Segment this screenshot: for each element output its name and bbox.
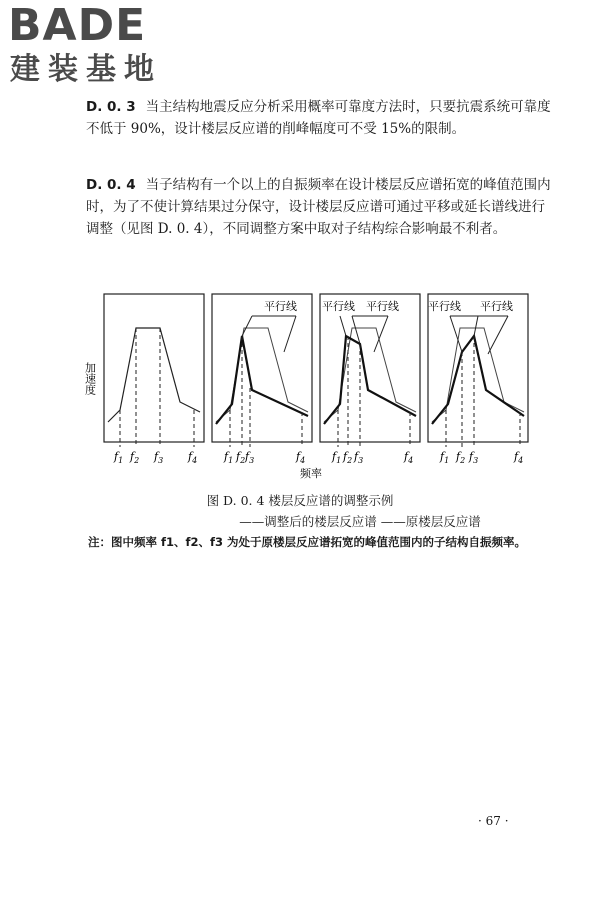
tick-f1: $f_1$ [224,450,234,465]
tick-f4: $f_4$ [404,450,414,465]
section-d04 [86,174,556,240]
tick-f3: $f_3$ [154,450,164,465]
tick-f3: $f_3$ [245,450,255,465]
panel-3 [320,294,420,447]
tick-f2: $f_2$ [343,450,353,465]
tick-f4: $f_4$ [188,450,198,465]
frequency-ticks [113,450,523,465]
tick-f1: $f_1$ [332,450,342,465]
annotation-parallel-line: 平行线 [264,300,297,313]
section-number: D. 0. 4 [86,177,136,193]
logo-subtitle: 建装基地 [10,52,162,87]
tick-f2: $f_2$ [130,450,140,465]
annotation-parallel-line: 平行线 [428,300,461,313]
y-axis-label: 加速度 [84,362,97,395]
panel-4 [428,294,528,447]
annotation-parallel-line: 平行线 [480,300,513,313]
section-text: 当子结构有一个以上的自振频率在设计楼层反应谱拓宽的峰值范围内时，为了不使计算结果过分保守，设计楼层反应谱可通过平移或延长谱线进行调整（见图 D. 0. 4），不同调整方案中取对子结构综合影响最不利者。 [86,177,551,237]
section-number: D. 0. 3 [86,99,136,115]
tick-f4: $f_4$ [514,450,524,465]
figure-caption: 图 D. 0. 4 楼层反应谱的调整示例 [206,493,394,508]
tick-f1: $f_1$ [114,450,124,465]
tick-f3: $f_3$ [469,450,479,465]
figure-note: 注：图中频率 f1、f2、f3 为处于原楼层反应谱拓宽的峰值范围内的子结构自振频率。 [88,535,527,549]
panel-2 [212,294,312,447]
tick-f1: $f_1$ [440,450,450,465]
annotation-parallel-line: 平行线 [366,300,399,313]
logo-wordmark: BADE [8,0,147,51]
x-axis-label: 频率 [300,467,322,480]
logo [8,0,178,90]
tick-f3: $f_3$ [354,450,364,465]
section-text: 当主结构地震反应分析采用概率可靠度方法时，只要抗震系统可靠度不低于 90%，设计楼层反应谱的削峰幅度可不受 15%的限制。 [86,99,551,137]
figure-d04 [84,292,534,482]
figure-legend: ——调整后的楼层反应谱 ——原楼层反应谱 [239,514,481,529]
annotation-parallel-line: 平行线 [322,300,355,313]
section-d03 [86,96,556,140]
tick-f4: $f_4$ [296,450,306,465]
page-number: · 67 · [478,814,509,828]
tick-f2: $f_2$ [456,450,466,465]
panel-1 [104,294,204,447]
tick-f2: $f_2$ [236,450,246,465]
